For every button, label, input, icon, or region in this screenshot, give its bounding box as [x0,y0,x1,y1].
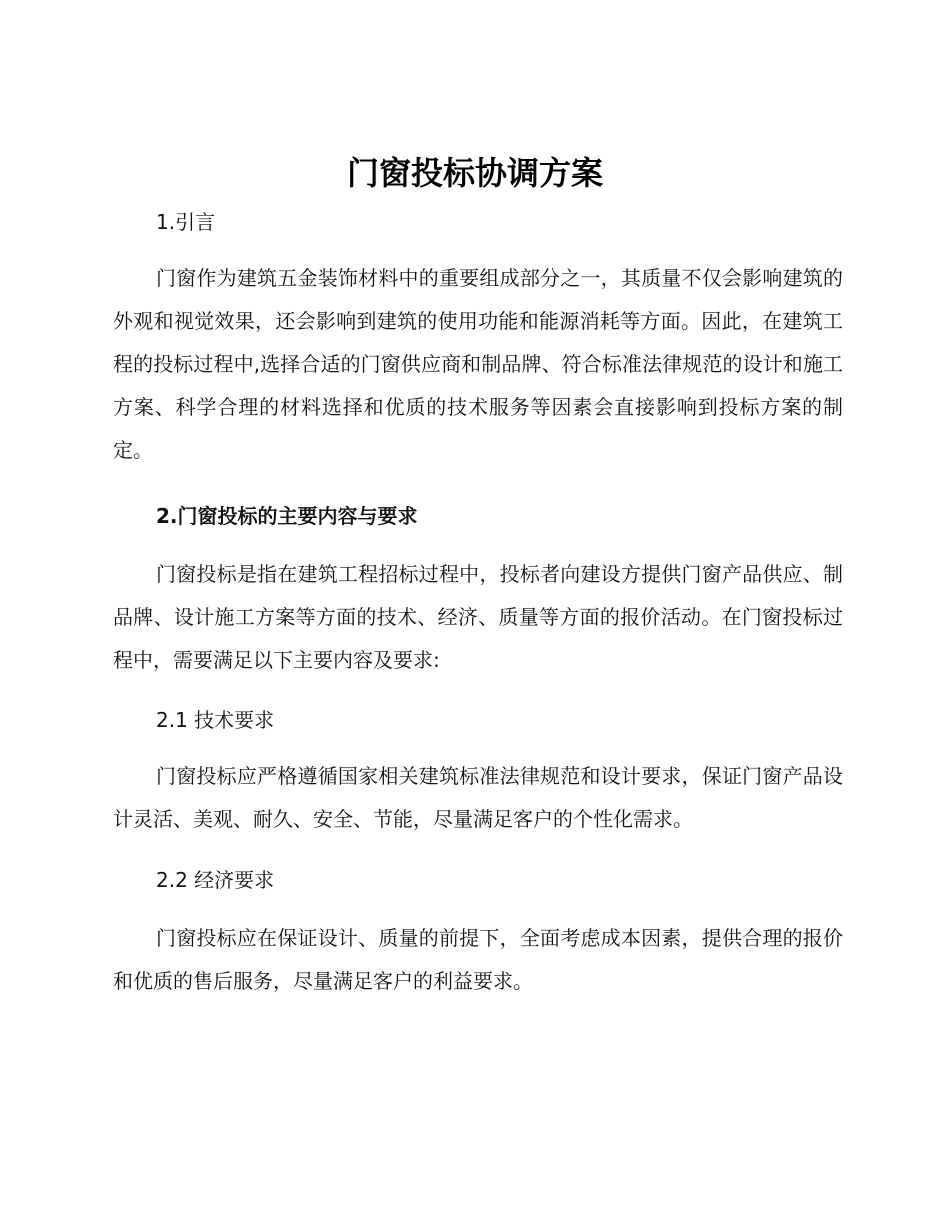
section-paragraph-introduction: 门窗作为建筑五金装饰材料中的重要组成部分之一，其质量不仅会影响建筑的外观和视觉效果，还会影响到建筑的使用功能和能源消耗等方面。因此，在建筑工程的投标过程中,选择合适的门窗供应商和制品牌、符合标准法律规范的设计和施工方案、科学合理的材料选择和优质的技术服务等因素会直接影响到投标方案的制定。 [113,266,843,462]
section-heading-introduction: 1.引言 [156,210,216,234]
section-paragraph-economic-requirements: 门窗投标应在保证设计、质量的前提下，全面考虑成本因素，提供合理的报价和优质的售后服务，尽量满足客户的利益要求。 [113,926,843,993]
section-heading-economic-requirements: 2.2 经济要求 [156,868,275,892]
section-heading-technical-requirements: 2.1 技术要求 [156,708,275,732]
section-paragraph-technical-requirements: 门窗投标应严格遵循国家相关建筑标准法律规范和设计要求，保证门窗产品设计灵活、美观、耐久、安全、节能，尽量满足客户的个性化需求。 [113,764,843,831]
section-paragraph-main-content: 门窗投标是指在建筑工程招标过程中，投标者向建设方提供门窗产品供应、制品牌、设计施工方案等方面的技术、经济、质量等方面的报价活动。在门窗投标过程中，需要满足以下主要内容及要求: [113,562,843,672]
section-heading-main-content: 2.门窗投标的主要内容与要求 [156,504,418,528]
document-title: 门窗投标协调方案 [346,154,603,192]
